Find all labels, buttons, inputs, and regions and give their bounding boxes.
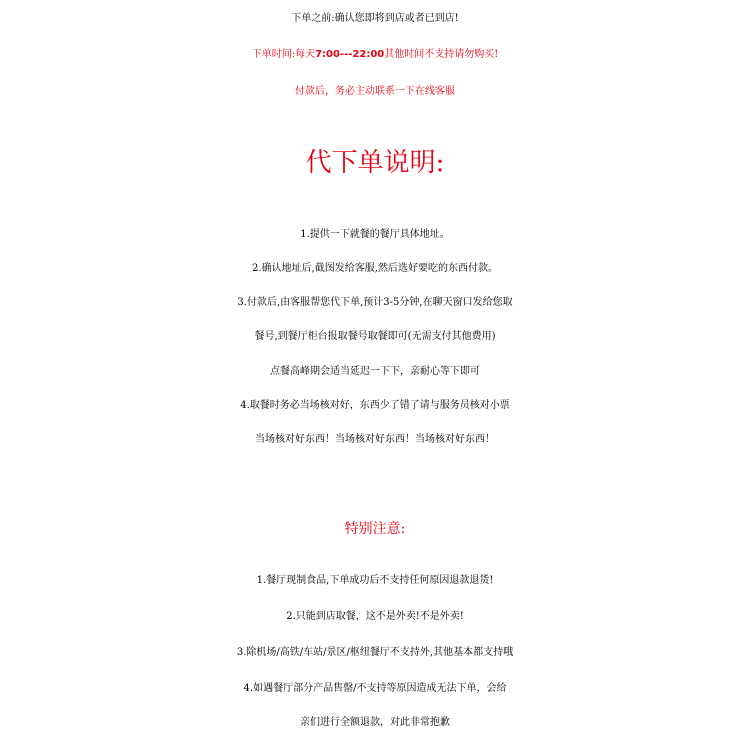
instruction-line: 餐号,到餐厅柜台报取餐号取餐即可(无需支付其他费用) [254,331,496,342]
instruction-line: 4.取餐时务必当场核对好，东西少了错了请与服务员核对小票 [240,400,510,411]
instruction-line: 3.付款后,由客服帮您代下单,预计3-5分钟,在聊天窗口发给您取 [237,297,513,308]
header-line-before-order: 下单之前:确认您即将到店或者已到店! [291,13,459,24]
header-line-order-time [0,50,750,60]
notice-title: 特别注意: [344,521,406,537]
instructions-title: 代下单说明: [305,148,445,178]
notice-line: 2.只能到店取餐，这不是外卖!不是外卖! [286,611,464,622]
notice-line: 亲们进行全额退款，对此非常抱歉 [300,717,450,728]
instruction-line: 2.确认地址后,截图发给客服,然后选好要吃的东西付款。 [252,263,498,274]
order-time-hours: 7:00---22:00 [315,49,385,60]
header-line-contact-service: 付款后，务必主动联系一下在线客服 [295,86,455,97]
instruction-line: 点餐高峰期会适当延迟一下下，亲耐心等下即可 [270,366,480,377]
instruction-line: 当场核对好东西！当场核对好东西！当场核对好东西！ [255,434,495,445]
notice-line: 1.餐厅现制食品,下单成功后不支持任何原因退款退货! [256,575,494,586]
order-time-prefix: 下单时间:每天 [251,49,316,60]
notice-line: 3.除机场/高铁/车站/景区/枢纽餐厅不支持外,其他基本都支持哦 [236,647,514,658]
order-time-suffix: 其他时间不支持请勿购买! [384,49,499,60]
instruction-line: 1.提供一下就餐的餐厅具体地址。 [300,229,450,240]
notice-line: 4.如遇餐厅部分产品售罄/不支持等原因造成无法下单，会给 [243,683,507,694]
